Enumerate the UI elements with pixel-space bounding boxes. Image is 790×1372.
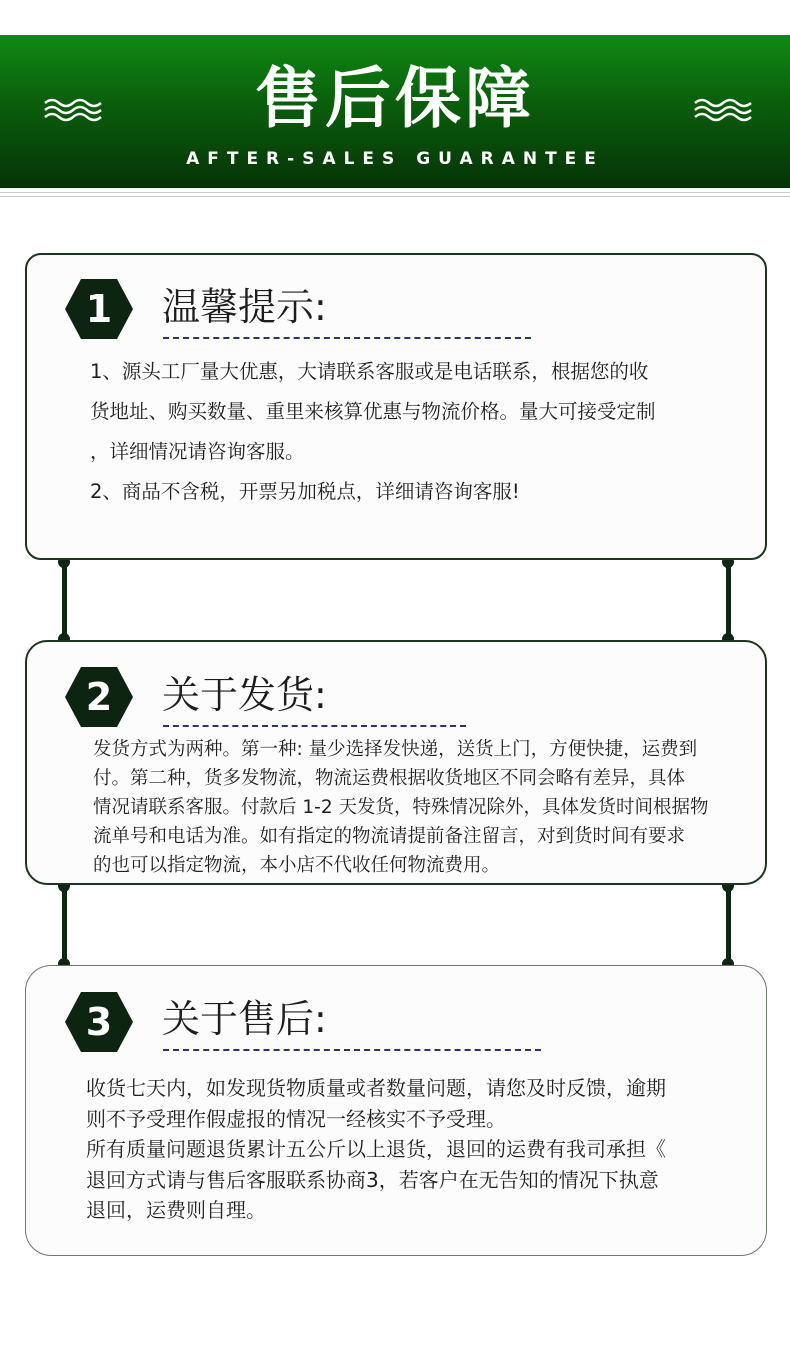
dashed-divider	[163, 337, 531, 339]
section-title: 温馨提示:	[162, 285, 327, 329]
body-line: 流单号和电话为准。如有指定的物流请提前备注留言，对到货时间有要求	[93, 826, 686, 847]
page-title: 售后保障	[255, 60, 535, 137]
dashed-divider	[163, 725, 466, 727]
section-title: 关于发货:	[162, 673, 327, 717]
section-body	[93, 735, 733, 880]
section-number: 3	[85, 1000, 113, 1044]
body-line: 2、商品不含税，开票另加税点，详细请咨询客服!	[90, 480, 520, 503]
section-number: 2	[85, 675, 113, 719]
waves-icon	[693, 97, 753, 123]
section-body	[90, 352, 730, 512]
body-line: ，详细情况请咨询客服。	[90, 440, 305, 463]
divider	[0, 196, 790, 197]
connector-line	[62, 887, 67, 965]
body-line: 发货方式为两种。第一种: 量少选择发快递，送货上门，方便快捷，运费到	[93, 739, 698, 760]
body-line: 付。第二种，货多发物流，物流运费根据收货地区不同会略有差异，具体	[93, 768, 686, 789]
body-line: 则不予受理作假虚报的情况一经核实不予受理。	[86, 1106, 506, 1131]
body-line: 退回方式请与售后客服联系协商3，若客户在无告知的情况下执意	[86, 1167, 659, 1192]
body-line: 所有质量问题退货累计五公斤以上退货，退回的运费有我司承担《	[86, 1137, 666, 1161]
body-line: 的也可以指定物流，本小店不代收任何物流费用。	[93, 855, 501, 876]
connector-line	[726, 887, 731, 965]
body-line: 收货七天内，如发现货物质量或者数量问题，请您及时反馈，逾期	[86, 1076, 666, 1100]
section-title: 关于售后:	[162, 997, 327, 1041]
connector-line	[726, 562, 731, 640]
body-line: 情况请联系客服。付款后 1-2 天发货，特殊情况除外，具体发货时间根据物	[93, 797, 709, 818]
body-line: 货地址、购买数量、重里来核算优惠与物流价格。量大可接受定制	[90, 400, 656, 423]
body-line: 退回，运费则自理。	[86, 1198, 266, 1222]
body-line: 1、源头工厂量大优惠，大请联系客服或是电话联系，根据您的收	[90, 360, 649, 383]
page-subtitle: AFTER-SALES GUARANTEE	[186, 149, 604, 169]
dashed-divider	[163, 1049, 541, 1051]
divider	[0, 192, 790, 193]
section-body	[86, 1073, 736, 1226]
header-banner	[0, 35, 790, 188]
section-number: 1	[85, 287, 113, 331]
connector-line	[62, 562, 67, 640]
